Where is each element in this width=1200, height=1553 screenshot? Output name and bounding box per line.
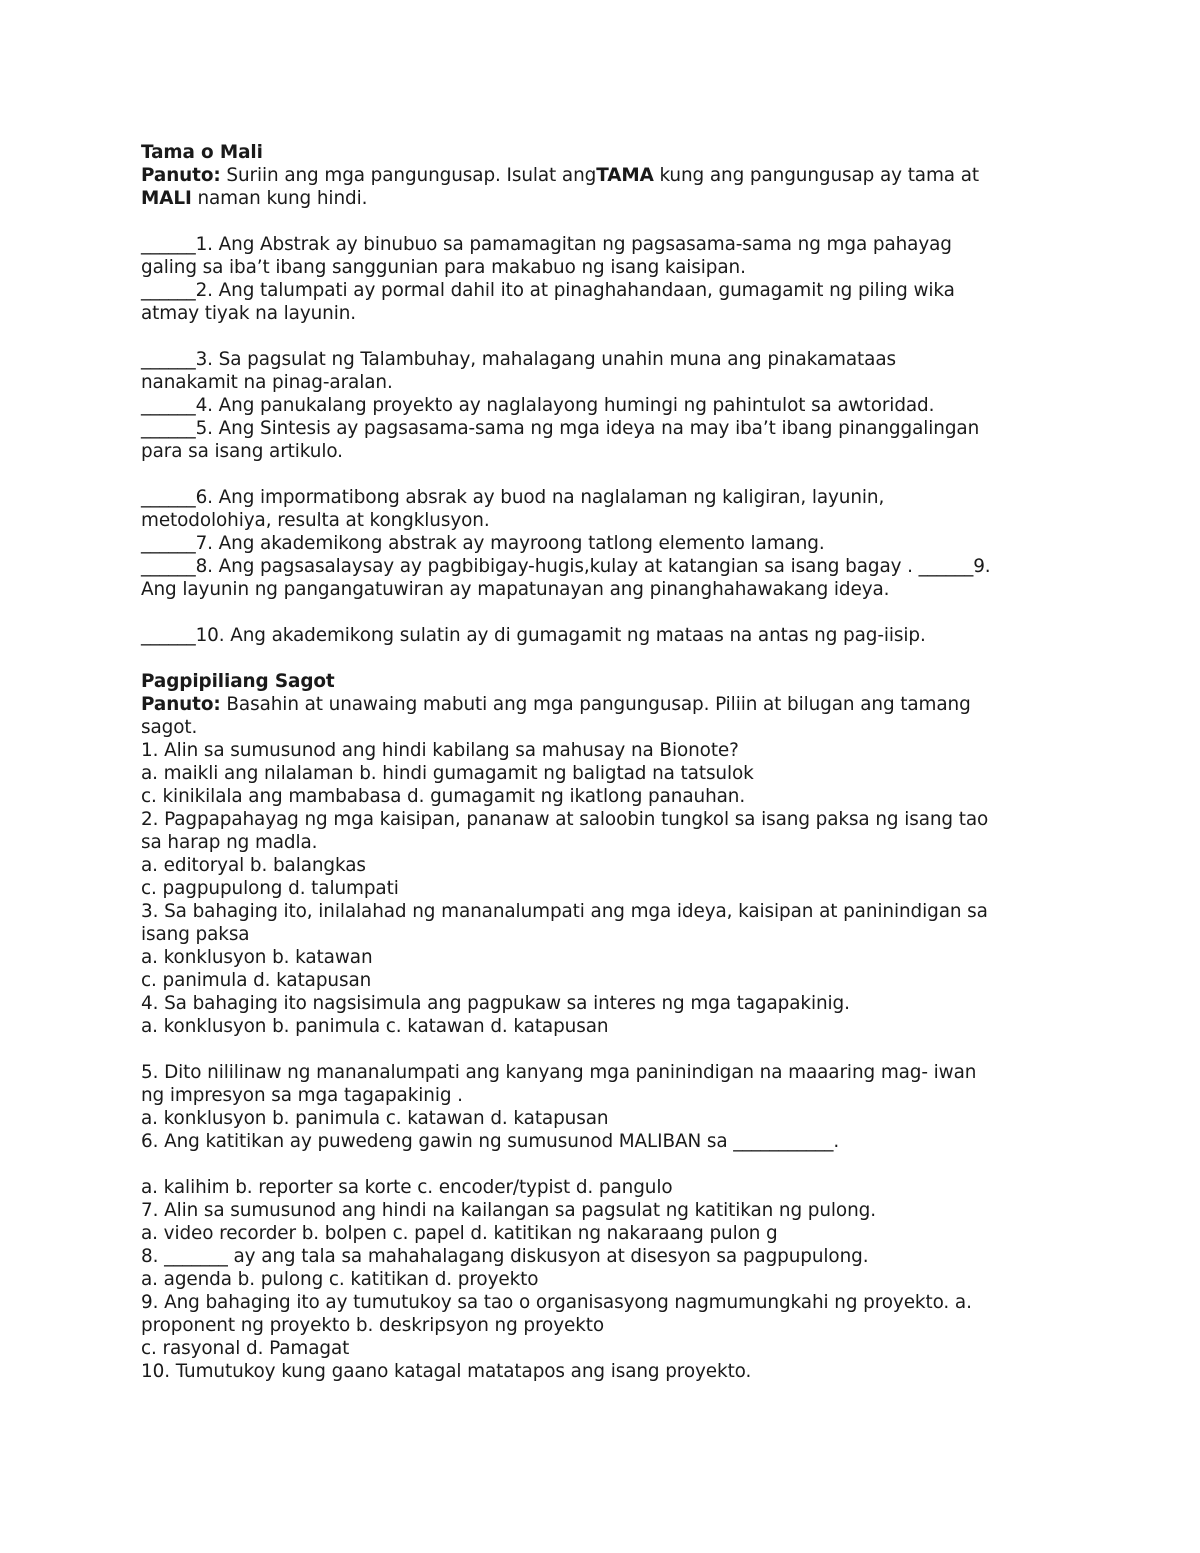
choice-line: ng impresyon sa mga tagapakinig . [141, 1085, 463, 1106]
choice-line: a. kalihim b. reporter sa korte c. encoder/typist d. pangulo [141, 1177, 673, 1198]
instructions-tama-o-mali [141, 164, 1071, 187]
choice-line: 9. Ang bahaging ito ay tumutukoy sa tao o organisasyong nagmumungkahi ng proyekto. a. [141, 1292, 972, 1313]
instructions-tama-o-mali-cont [141, 187, 1071, 210]
document-page [141, 141, 1071, 1383]
question-line: ______5. Ang Sintesis ay pagsasama-sama ng mga ideya na may iba’t ibang pinanggalingan [141, 418, 980, 439]
mali-keyword: MALI [141, 188, 192, 209]
choice-line: 10. Tumutukoy kung gaano katagal matatapos ang isang proyekto. [141, 1361, 752, 1382]
section-title-tama-o-mali: Tama o Mali [141, 142, 263, 163]
choice-line: sa harap ng madla. [141, 832, 318, 853]
instructions-text: naman kung hindi. [191, 188, 368, 209]
choice-line: isang paksa [141, 924, 250, 945]
question-line: ______7. Ang akademikong abstrak ay mayroong tatlong elemento lamang. [141, 533, 825, 554]
question-line: ______10. Ang akademikong sulatin ay di gumagamit ng mataas na antas ng pag-iisip. [141, 625, 926, 646]
question-line: Ang layunin ng pangangatuwiran ay mapatunayan ang pinanghahawakang ideya. [141, 579, 890, 600]
question-line: para sa isang artikulo. [141, 441, 343, 462]
choice-line: a. konklusyon b. panimula c. katawan d. katapusan [141, 1108, 609, 1129]
panuto-label: Panuto: [141, 694, 221, 715]
choice-line: 3. Sa bahaging ito, inilalahad ng mananalumpati ang mga ideya, kaisipan at paninindigan sa [141, 901, 988, 922]
choice-line: 8. _______ ay ang tala sa mahahalagang diskusyon at disesyon sa pagpupulong. [141, 1246, 869, 1267]
choice-line: 5. Dito nililinaw ng mananalumpati ang kanyang mga paninindigan na maaaring mag- iwan [141, 1062, 977, 1083]
question-line: atmay tiyak na layunin. [141, 303, 357, 324]
instructions-text: Basahin at unawaing mabuti ang mga pangungusap. Piliin at bilugan ang tamang [220, 694, 971, 715]
instructions-pagpipiliang-sagot [141, 693, 1071, 716]
choice-line: 2. Pagpapahayag ng mga kaisipan, pananaw at saloobin tungkol sa isang paksa ng isang tao [141, 809, 989, 830]
tama-keyword: TAMA [596, 165, 654, 186]
question-line: ______8. Ang pagsasalaysay ay pagbibigay-hugis,kulay at katangian sa isang bagay . ______9. [141, 556, 991, 577]
choice-line: c. panimula d. katapusan [141, 970, 372, 991]
question-line: ______3. Sa pagsulat ng Talambuhay, mahalagang unahin muna ang pinakamataas [141, 349, 896, 370]
question-line: ______6. Ang impormatibong absrak ay buod na naglalaman ng kaligiran, layunin, [141, 487, 885, 508]
question-line: nanakamit na pinag-aralan. [141, 372, 393, 393]
choice-line: c. pagpupulong d. talumpati [141, 878, 399, 899]
instructions-text: kung ang pangungusap ay tama at [653, 165, 979, 186]
choice-line: proponent ng proyekto b. deskripsyon ng proyekto [141, 1315, 605, 1336]
section-title-pagpipiliang-sagot: Pagpipiliang Sagot [141, 671, 335, 692]
choice-line: 1. Alin sa sumusunod ang hindi kabilang sa mahusay na Bionote? [141, 740, 739, 761]
choice-line: 6. Ang katitikan ay puwedeng gawin ng sumusunod MALIBAN sa ___________. [141, 1131, 840, 1152]
question-line: galing sa iba’t ibang sanggunian para makabuo ng isang kaisipan. [141, 257, 746, 278]
choice-line: a. agenda b. pulong c. katitikan d. proyekto [141, 1269, 539, 1290]
choice-line: c. rasyonal d. Pamagat [141, 1338, 350, 1359]
panuto-label: Panuto: [141, 165, 221, 186]
question-line: metodolohiya, resulta at kongklusyon. [141, 510, 490, 531]
instructions-text: Suriin ang mga pangungusap. Isulat ang [220, 165, 597, 186]
question-line: ______4. Ang panukalang proyekto ay naglalayong humingi ng pahintulot sa awtoridad. [141, 395, 935, 416]
choice-line: a. konklusyon b. katawan [141, 947, 373, 968]
choice-line: 7. Alin sa sumusunod ang hindi na kailangan sa pagsulat ng katitikan ng pulong. [141, 1200, 876, 1221]
question-line: ______1. Ang Abstrak ay binubuo sa pamamagitan ng pagsasama-sama ng mga pahayag [141, 234, 952, 255]
question-line: ______2. Ang talumpati ay pormal dahil ito at pinaghahandaan, gumagamit ng piling wika [141, 280, 955, 301]
choice-line: a. video recorder b. bolpen c. papel d. katitikan ng nakaraang pulon g [141, 1223, 778, 1244]
choice-line: c. kinikilala ang mambabasa d. gumagamit ng ikatlong panauhan. [141, 786, 746, 807]
instructions-pagpipiliang-sagot-cont: sagot. [141, 717, 198, 738]
choice-line: a. maikli ang nilalaman b. hindi gumagamit ng baligtad na tatsulok [141, 763, 754, 784]
choice-line: a. konklusyon b. panimula c. katawan d. katapusan [141, 1016, 609, 1037]
choice-line: 4. Sa bahaging ito nagsisimula ang pagpukaw sa interes ng mga tagapakinig. [141, 993, 850, 1014]
choice-line: a. editoryal b. balangkas [141, 855, 366, 876]
